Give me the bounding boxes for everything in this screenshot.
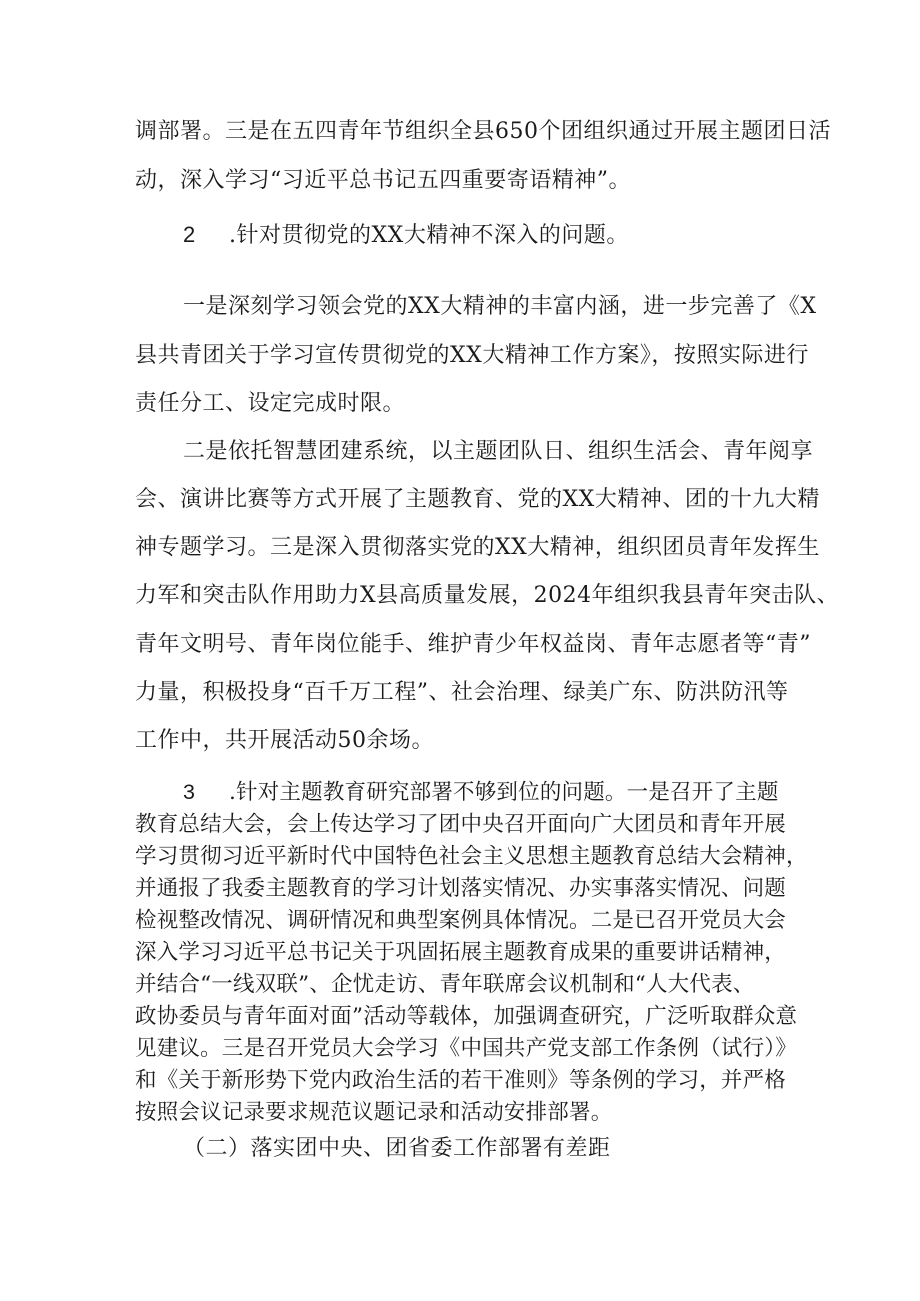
paragraph-line: 力军和突击队作用助力X县高质量发展，2024年组织我县青年突击队、 xyxy=(135,583,840,608)
paragraph-line: 并结合“一线双联”、企忧走访、青年联席会议机制和“人大代表、 xyxy=(135,972,755,997)
paragraph-line: 检视整改情况、调研情况和典型案例具体情况。二是已召开党员大会 xyxy=(135,908,787,933)
paragraph-line: 调部署。三是在五四青年节组织全县650个团组织通过开展主题团日活 xyxy=(135,119,831,144)
paragraph-line: 并通报了我委主题教育的学习计划落实情况、办实事落实情况、问题 xyxy=(135,876,787,901)
paragraph-line: 动，深入学习“习近平总书记五四重要寄语精神”。 xyxy=(135,168,631,193)
paragraph-line: 神专题学习。三是深入贯彻落实党的XX大精神，组织团员青年发挥生 xyxy=(135,535,820,560)
paragraph-line: 学习贯彻习近平新时代中国特色社会主义思想主题教育总结大会精神， xyxy=(135,844,808,869)
paragraph-line: 政协委员与青年面对面”活动等载体，加强调查研究，广泛听取群众意 xyxy=(135,1004,798,1029)
paragraph-line: 见建议。三是召开党员大会学习《中国共产党支部工作条例（试行）》 xyxy=(135,1036,797,1061)
paragraph-line: 教育总结大会，会上传达学习了团中央召开面向广大团员和青年开展 xyxy=(135,812,787,837)
paragraph-line: 会、演讲比赛等方式开展了主题教育、党的XX大精神、团的十九大精 xyxy=(135,487,820,512)
item-heading-text: .针对主题教育研究部署不够到位的问题。一是召开了主题 xyxy=(229,780,779,805)
item-number: 3 xyxy=(183,780,196,804)
paragraph-line: 责任分工、设定完成时限。 xyxy=(135,391,406,416)
paragraph-line: 力量，积极投身“百千万工程”、社会治理、绿美广东、防洪防汛等 xyxy=(135,680,789,705)
paragraph-line: 工作中，共开展活动50余场。 xyxy=(135,728,434,753)
paragraph-line: 青年文明号、青年岗位能手、维护青少年权益岗、青年志愿者等“青” xyxy=(135,632,811,657)
item-heading-2 xyxy=(183,220,629,251)
item-number: 2 xyxy=(183,222,196,247)
paragraph-line: 按照会议记录要求规范议题记录和活动安排部署。 xyxy=(135,1100,613,1125)
paragraph-line: 二是依托智慧团建系统，以主题团队日、组织生活会、青年阅享 xyxy=(183,439,814,464)
paragraph-line: 一是深刻学习领会党的XX大精神的丰富内涵，进一步完善了《X xyxy=(183,294,817,319)
paragraph-line: 深入学习习近平总书记关于巩固拓展主题教育成果的重要讲话精神， xyxy=(135,940,787,965)
paragraph-line: 和《关于新形势下党内政治生活的若干准则》等条例的学习，并严格 xyxy=(135,1068,787,1093)
paragraph-line: 县共青团关于学习宣传贯彻党的XX大精神工作方案》，按照实际进行 xyxy=(135,343,809,368)
item-heading-3 xyxy=(183,777,779,808)
item-heading-text: .针对贯彻党的XX大精神不深入的问题。 xyxy=(229,223,629,248)
section-heading: （二）落实团中央、团省委工作部署有差距 xyxy=(183,1136,611,1161)
